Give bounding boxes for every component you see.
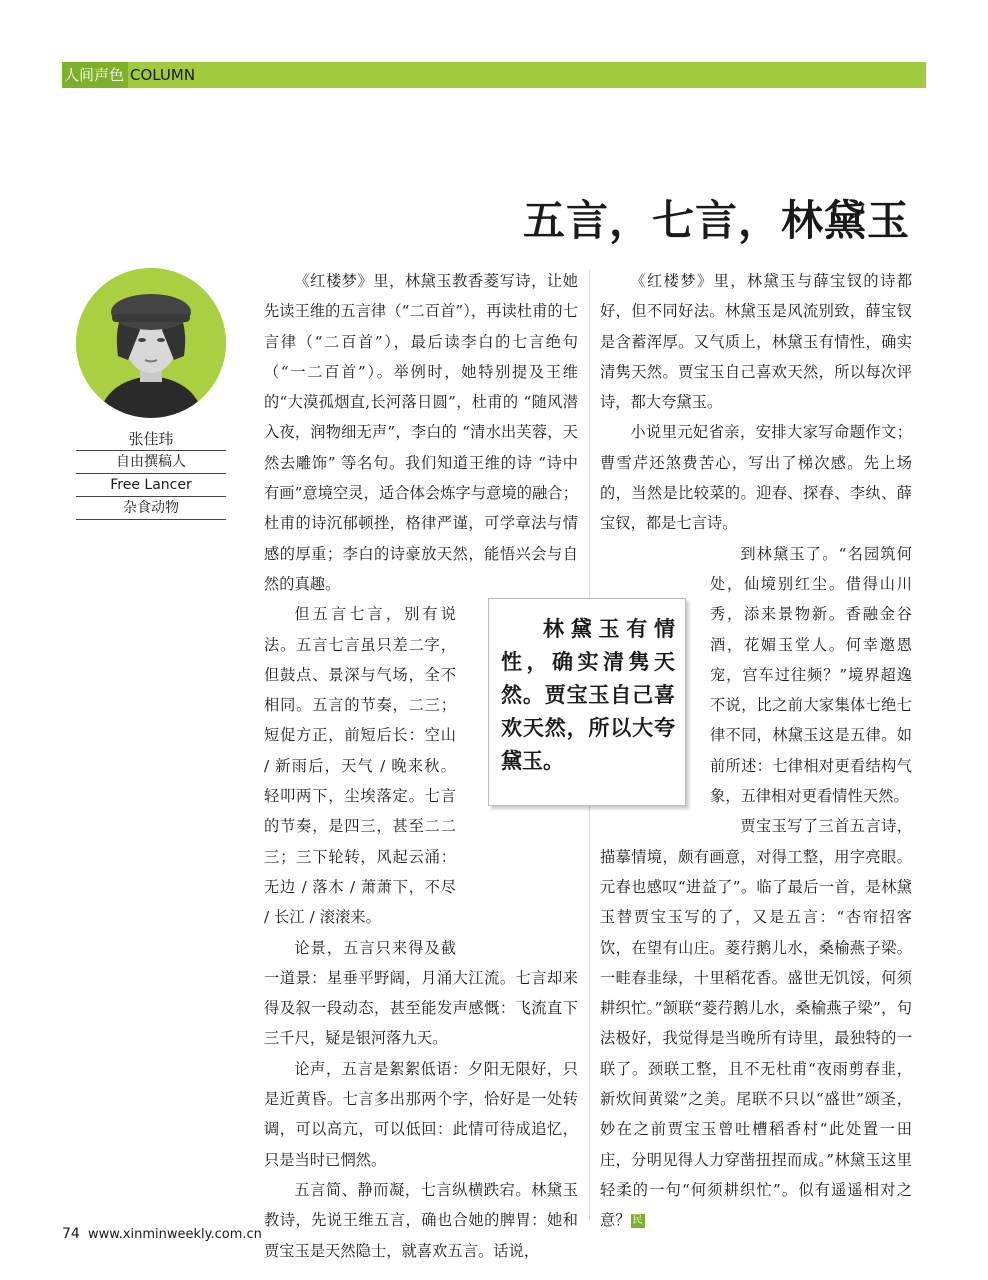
- paragraph: 五言简、静而凝，七言纵横跌宕。林黛玉教诗，先说王维五言，确也合她的脾胃：她和贾宝玉是天然隐士，就喜欢五言。话说，: [264, 1180, 578, 1260]
- paragraph: 论声，五言是絮絮低语：夕阳无限好，只是近黄昏。七言多出那两个字，恰好是一处转调，可以高亢，可以低回：此情可待成追忆，只是当时已惘然。: [264, 1059, 578, 1169]
- section-label-cn: 人间声色: [62, 62, 128, 88]
- author-tagline: 杂食动物: [76, 496, 226, 520]
- pullquote: 林黛玉有情性，确实清隽天然。贾宝玉自己喜欢天然，所以大夸黛玉。: [488, 598, 686, 806]
- page-number: 74: [62, 1226, 80, 1242]
- article-title: 五言，七言，林黛玉: [522, 196, 910, 245]
- paragraph: 到林黛玉了。“名园筑何处，仙境别红尘。借得山川秀，添来景物新。香融金谷酒，花媚玉堂人。何幸邀恩宠，宫车过往频？”境界超逸不说，比之前大家集体七绝七律不同，林黛玉这是五律。如前所述：七律相对更看结构气象，五律相对更看情性天然。: [710, 544, 912, 806]
- section-label-en: COLUMN: [130, 66, 196, 84]
- site-url: www.xinminweekly.com.cn: [87, 1227, 262, 1242]
- end-mark-icon: 民: [632, 1215, 643, 1227]
- paragraph: 《红楼梦》里，林黛玉与薛宝钗的诗都好，但不同好法。林黛玉是风流别致，薛宝钗是含蓄浑厚。又气质上，林黛玉有情性，确实清隽天然。贾宝玉自己喜欢天然，所以每次评诗，都大夸黛玉。: [600, 272, 912, 412]
- paragraph: 但五言七言，别有说法。五言七言虽只差二字，但鼓点、景深与气场，全不相同。五言的节奏，二三；短促方正，前短后长：空山 / 新雨后，天气 / 晚来秋。轻叩两下，尘埃落定。七言的节奏，是四三，甚至二二三；三下轮转，风起云涌：无边 / 落木 / 萧萧下，不尽 / 长江 / 滚滚来。: [264, 605, 456, 927]
- paragraph-text: 贾宝玉写了三首五言诗，描摹情境，颇有画意，对得工整，用字亮眼。元春也感叹“进益了”。临了最后一首，是林黛玉替贾宝玉写的了，又是五言：“杏帘招客饮，在望有山庄。菱荇鹅儿水，桑榆燕子梁。一畦春韭绿，十里稻花香。盛世无饥馁，何须耕织忙。”颔联“菱荇鹅儿水，桑榆燕子梁”，句法极好，我觉得是当晚所有诗里，最独特的一联了。颈联工整，且不无杜甫“夜雨剪春韭，新炊间黄粱”之美。尾联不只以“盛世”颂圣，妙在之前贾宝玉曾吐槽稻香村“此处置一田庄，分明见得人力穿凿扭捏而成。”林黛玉这里轻柔的一句“何须耕织忙”。似有遥遥相对之意？: [600, 817, 912, 1230]
- author-role-cn: 自由撰稿人: [76, 450, 226, 473]
- page-footer: [62, 1226, 262, 1242]
- author-avatar: [76, 268, 226, 418]
- paragraph-last: [600, 811, 912, 1235]
- author-role-en: Free Lancer: [76, 473, 226, 496]
- paragraph: 《红楼梦》里，林黛玉教香菱写诗，让她先读王维的五言律（“二百首”），再读杜甫的七言律（“二百首”），最后读李白的七言绝句（“一二百首”）。举例时，她特别提及王维的“大漠孤烟直,长河落日圆”，杜甫的 “随风潜入夜，润物细无声”，李白的 “清水出芙蓉，天然去雕饰” 等名句。我们知道王维的诗 “诗中有画”意境空灵，适合体会炼字与意境的融合；杜甫的诗沉郁顿挫，格律严谨，可学章法与情感的厚重；李白的诗豪放天然，能悟兴会与自然的真趣。: [264, 272, 578, 593]
- author-portrait-icon: [76, 268, 226, 418]
- author-info: [76, 428, 226, 520]
- section-header-bar: [62, 62, 926, 88]
- paragraph: 论景，五言只来得及截一道景：星垂平野阔，月涌大江流。七言却来得及叙一段动态，甚至能发声感慨：飞流直下三千尺，疑是银河落九天。: [264, 938, 578, 1048]
- author-name: 张佳玮: [128, 430, 174, 448]
- paragraph: 小说里元妃省亲，安排大家写命题作文；曹雪芹还煞费苦心，写出了梯次感。先上场的，当然是比较菜的。迎春、探春、李纨、薛宝钗，都是七言诗。: [600, 423, 912, 533]
